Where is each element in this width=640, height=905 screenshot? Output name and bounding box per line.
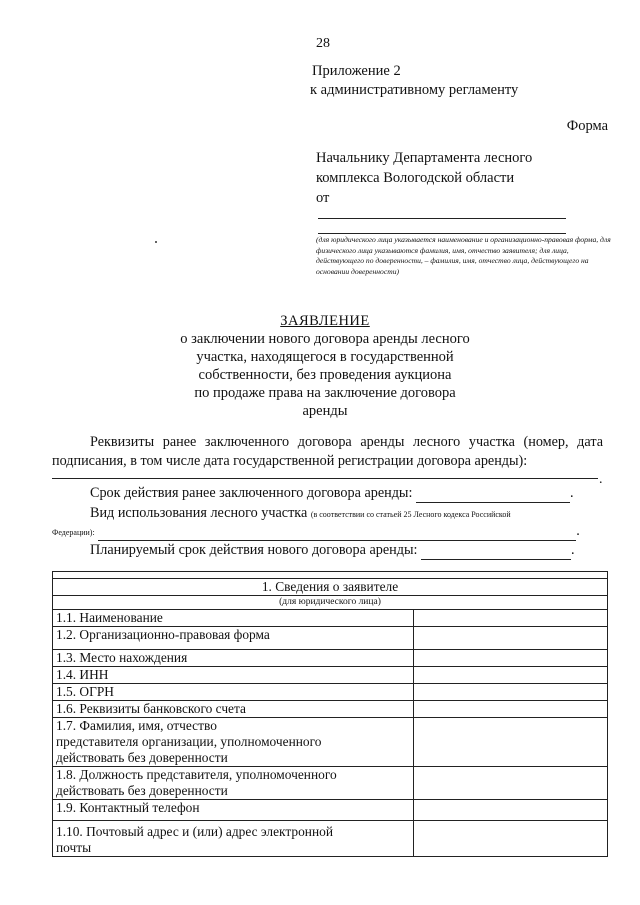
row-label-representative-3: действовать без доверенности xyxy=(56,750,228,765)
recipient-line-3: от xyxy=(316,190,330,206)
table-section-title: 1. Сведения о заявителе xyxy=(53,579,608,596)
row-label-phone: 1.9. Контактный телефон xyxy=(53,800,414,821)
requisites-paragraph: Реквизиты ранее заключенного договора аренды лесного участка (номер, дата подписания, в том числе дата государственной регистрации договора аренды): xyxy=(52,434,603,469)
page-number: 28 xyxy=(316,36,330,51)
title-line-4: по продаже права на заключение договора xyxy=(194,385,456,401)
title-line-5: аренды xyxy=(302,403,348,419)
appendix-line-1: Приложение 2 xyxy=(312,63,401,79)
title-heading: ЗАЯВЛЕНИЕ xyxy=(280,313,370,329)
table-row xyxy=(53,800,608,821)
row-value-phone[interactable] xyxy=(414,800,608,821)
table-row xyxy=(53,627,608,650)
row-label-representative-1: 1.7. Фамилия, имя, отчество xyxy=(56,718,217,733)
row-value-position[interactable] xyxy=(414,767,608,800)
row-label-bank: 1.6. Реквизиты банковского счета xyxy=(53,701,414,718)
table-row xyxy=(53,650,608,667)
table-row xyxy=(53,684,608,701)
use-type-note-2: Федерации): xyxy=(52,528,95,537)
title-line-3: собственности, без проведения аукциона xyxy=(198,367,452,383)
table-row xyxy=(53,610,608,627)
row-label-address xyxy=(53,821,414,857)
appendix-header xyxy=(312,62,518,100)
table-row xyxy=(53,821,608,857)
term-prev-fill-line xyxy=(416,484,570,503)
applicant-note: (для юридического лица указывается наименование и организационно-правовая форма, для физического лица указываются фамилия, имя, отчество заявителя; для лица, действующего по доверенности, – фамилия, имя, отчество лица, действующего на основании доверенности) xyxy=(316,235,611,276)
recipient-block xyxy=(316,148,532,208)
term-prev-label: Срок действия ранее заключенного договора аренды: xyxy=(90,485,413,501)
document-title xyxy=(40,312,610,420)
row-label-inn: 1.4. ИНН xyxy=(53,667,414,684)
row-label-location: 1.3. Место нахождения xyxy=(53,650,414,667)
row-value-inn[interactable] xyxy=(414,667,608,684)
applicant-fill-line-2 xyxy=(318,233,566,234)
stray-dot xyxy=(155,241,157,243)
requisites-period: . xyxy=(599,472,603,487)
use-type-label: Вид использования лесного участка xyxy=(90,505,308,521)
row-value-legal-form[interactable] xyxy=(414,627,608,650)
row-label-representative-2: представителя организации, уполномоченного xyxy=(56,734,322,749)
term-prev-row xyxy=(52,484,640,503)
term-new-fill-line xyxy=(421,541,571,560)
term-new-label: Планируемый срок действия нового договора аренды: xyxy=(90,542,418,558)
use-type-row xyxy=(52,504,640,524)
term-prev-period: . xyxy=(569,485,574,501)
row-value-name[interactable] xyxy=(414,610,608,627)
row-value-location[interactable] xyxy=(414,650,608,667)
row-value-representative[interactable] xyxy=(414,718,608,767)
row-value-ogrn[interactable] xyxy=(414,684,608,701)
table-section-subtitle: (для юридического лица) xyxy=(53,596,608,610)
recipient-line-1: Начальнику Департамента лесного xyxy=(316,150,533,166)
term-new-row xyxy=(52,541,640,560)
row-label-representative xyxy=(53,718,414,767)
row-label-legal-form: 1.2. Организационно-правовая форма xyxy=(53,627,414,650)
row-label-position xyxy=(53,767,414,800)
title-line-2: участка, находящегося в государственной xyxy=(196,349,454,365)
table-row xyxy=(53,667,608,684)
row-value-address[interactable] xyxy=(414,821,608,857)
use-type-row-2 xyxy=(52,522,603,542)
use-type-note: (в соответствии со статьей 25 Лесного кодекса Российской xyxy=(310,510,511,519)
table-row xyxy=(53,767,608,800)
row-label-ogrn: 1.5. ОГРН xyxy=(53,684,414,701)
table-row xyxy=(53,701,608,718)
row-label-name: 1.1. Наименование xyxy=(53,610,414,627)
row-label-position-2: действовать без доверенности xyxy=(56,783,228,798)
row-label-address-1: 1.10. Почтовый адрес и (или) адрес электронной xyxy=(56,824,333,839)
form-label: Форма xyxy=(566,118,608,134)
row-value-bank[interactable] xyxy=(414,701,608,718)
use-type-period: . xyxy=(576,523,580,539)
term-new-period: . xyxy=(570,542,575,558)
requisites-fill-line xyxy=(52,478,598,479)
table-row xyxy=(53,718,608,767)
table-top-spacer xyxy=(53,572,608,579)
recipient-line-2: комплекса Вологодской области xyxy=(316,170,515,186)
appendix-line-2: к административному регламенту xyxy=(310,82,519,98)
row-label-position-1: 1.8. Должность представителя, уполномоченного xyxy=(56,767,337,782)
applicant-fill-line-1 xyxy=(318,218,566,219)
row-label-address-2: почты xyxy=(56,840,92,855)
title-line-1: о заключении нового договора аренды лесного xyxy=(180,331,470,347)
applicant-info-table xyxy=(52,571,608,857)
use-type-fill-line xyxy=(98,522,576,541)
